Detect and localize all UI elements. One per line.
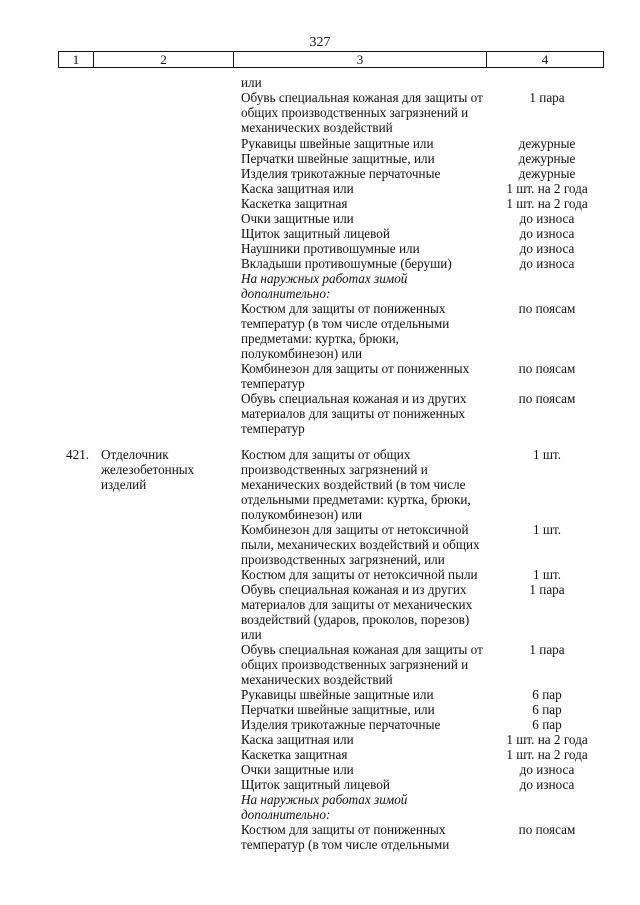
equipment-item: Каска защитная или <box>241 732 354 747</box>
issue-norm: 1 шт. на 2 года <box>506 196 588 211</box>
issue-norm: дежурные <box>518 151 576 166</box>
equipment-item: или <box>241 627 262 642</box>
equipment-item: воздействий (ударов, проколов, порезов) <box>241 612 470 627</box>
equipment-item: Изделия трикотажные перчаточные <box>241 717 441 732</box>
equipment-item: Наушники противошумные или <box>241 241 420 256</box>
equipment-item: механических воздействий <box>241 120 393 135</box>
issue-norm: 1 пара <box>529 642 565 657</box>
equipment-item: Обувь специальная кожаная и из других <box>241 391 467 406</box>
issue-norm: 1 шт. на 2 года <box>506 181 588 196</box>
equipment-item: На наружных работах зимой <box>241 271 408 286</box>
equipment-item: Перчатки швейные защитные, или <box>241 151 435 166</box>
equipment-item: предметами: куртка, брюки, <box>241 331 399 346</box>
equipment-item: Рукавицы швейные защитные или <box>241 136 434 151</box>
issue-norm: по поясам <box>518 301 576 316</box>
equipment-item: Обувь специальная кожаная и из других <box>241 582 467 597</box>
equipment-item: Очки защитные или <box>241 211 354 226</box>
equipment-item: Обувь специальная кожаная для защиты от <box>241 90 483 105</box>
equipment-item: На наружных работах зимой <box>241 792 408 807</box>
issue-norm: 1 пара <box>529 582 565 597</box>
issue-norm: по поясам <box>518 822 576 837</box>
equipment-item: Вкладыши противошумные (беруши) <box>241 256 452 271</box>
profession-name: изделий <box>101 477 147 492</box>
equipment-item: отдельными предметами: куртка, брюки, <box>241 492 471 507</box>
equipment-item: Костюм для защиты от нетоксичной пыли <box>241 567 478 582</box>
equipment-item: полукомбинезон) или <box>241 507 363 522</box>
equipment-item: полукомбинезон) или <box>241 346 363 361</box>
profession-name: Отделочник <box>101 447 169 462</box>
issue-norm: 1 шт. <box>532 567 562 582</box>
issue-norm: 1 шт. на 2 года <box>506 732 588 747</box>
equipment-item: механических воздействий <box>241 672 393 687</box>
page-number: 327 <box>309 35 331 50</box>
equipment-item: Изделия трикотажные перчаточные <box>241 166 441 181</box>
column-header-table <box>58 51 604 68</box>
equipment-item: общих производственных загрязнений и <box>241 105 469 120</box>
equipment-item: материалов для защиты от пониженных <box>241 406 466 421</box>
profession-name: железобетонных <box>101 462 195 477</box>
issue-norm: до износа <box>519 241 575 256</box>
equipment-item: температур <box>241 421 305 436</box>
equipment-item: Костюм для защиты от пониженных <box>241 301 446 316</box>
equipment-item: Рукавицы швейные защитные или <box>241 687 434 702</box>
equipment-item: Перчатки швейные защитные, или <box>241 702 435 717</box>
column-header-2: 2 <box>94 52 234 68</box>
equipment-item: производственных загрязнений, или <box>241 552 445 567</box>
equipment-item: температур <box>241 376 305 391</box>
issue-norm: до износа <box>519 762 575 777</box>
column-header-3: 3 <box>234 52 487 68</box>
issue-norm: до износа <box>519 777 575 792</box>
equipment-item: общих производственных загрязнений и <box>241 657 469 672</box>
issue-norm: 6 пар <box>532 687 562 702</box>
issue-norm: 1 шт. <box>532 447 562 462</box>
issue-norm: 6 пар <box>532 702 562 717</box>
issue-norm: 1 пара <box>529 90 565 105</box>
column-header-row <box>59 52 604 68</box>
equipment-item: Щиток защитный лицевой <box>241 777 390 792</box>
equipment-item: Щиток защитный лицевой <box>241 226 390 241</box>
column-header-1: 1 <box>59 52 94 68</box>
issue-norm: 1 шт. <box>532 522 562 537</box>
issue-norm: дежурные <box>518 136 576 151</box>
issue-norm: до износа <box>519 226 575 241</box>
issue-norm: дежурные <box>518 166 576 181</box>
equipment-item: материалов для защиты от механических <box>241 597 473 612</box>
equipment-item: Каска защитная или <box>241 181 354 196</box>
issue-norm: 6 пар <box>532 717 562 732</box>
column-header-4: 4 <box>487 52 604 68</box>
equipment-item: Комбинезон для защиты от нетоксичной <box>241 522 469 537</box>
equipment-item: или <box>241 75 262 90</box>
equipment-item: температур (в том числе отдельными <box>241 837 450 852</box>
equipment-item: Каскетка защитная <box>241 747 348 762</box>
equipment-item: дополнительно: <box>241 807 331 822</box>
equipment-item: Костюм для защиты от общих <box>241 447 411 462</box>
equipment-item: температур (в том числе отдельными <box>241 316 450 331</box>
equipment-item: Костюм для защиты от пониженных <box>241 822 446 837</box>
equipment-item: механических воздействий (в том числе <box>241 477 466 492</box>
issue-norm: по поясам <box>518 391 576 406</box>
equipment-item: пыли, механических воздействий и общих <box>241 537 480 552</box>
issue-norm: по поясам <box>518 361 576 376</box>
issue-norm: до износа <box>519 256 575 271</box>
issue-norm: 1 шт. на 2 года <box>506 747 588 762</box>
equipment-item: производственных загрязнений и <box>241 462 428 477</box>
equipment-item: Каскетка защитная <box>241 196 348 211</box>
equipment-item: Комбинезон для защиты от пониженных <box>241 361 470 376</box>
entry-number: 421. <box>66 447 90 462</box>
equipment-item: Очки защитные или <box>241 762 354 777</box>
issue-norm: до износа <box>519 211 575 226</box>
equipment-item: Обувь специальная кожаная для защиты от <box>241 642 483 657</box>
equipment-item: дополнительно: <box>241 286 331 301</box>
